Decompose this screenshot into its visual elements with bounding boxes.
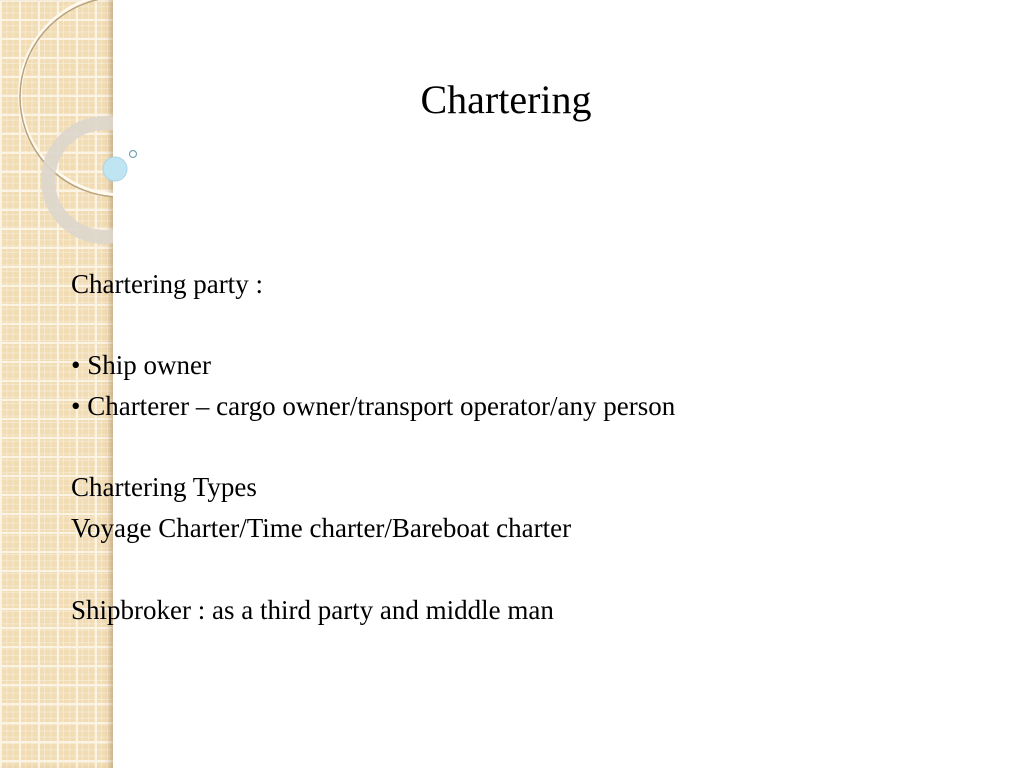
- body-line: Chartering party :: [71, 269, 263, 299]
- small-bubble-icon: [130, 151, 137, 158]
- slide-body: [71, 264, 675, 630]
- body-line: Shipbroker : as a third party and middle man: [71, 594, 554, 625]
- body-line: [71, 427, 675, 468]
- bullet-item: • Charterer – cargo owner/transport operator/any person: [71, 391, 676, 422]
- body-line: Chartering Types: [71, 472, 257, 503]
- body-line: [71, 549, 675, 590]
- bullet-item: • Ship owner: [71, 350, 211, 381]
- body-line: [71, 305, 675, 346]
- slide-title: Chartering: [420, 77, 592, 122]
- bubble-icon: [103, 157, 127, 181]
- body-line: Voyage Charter/Time charter/Bareboat charter: [71, 513, 572, 544]
- decorative-circles: [0, 0, 160, 260]
